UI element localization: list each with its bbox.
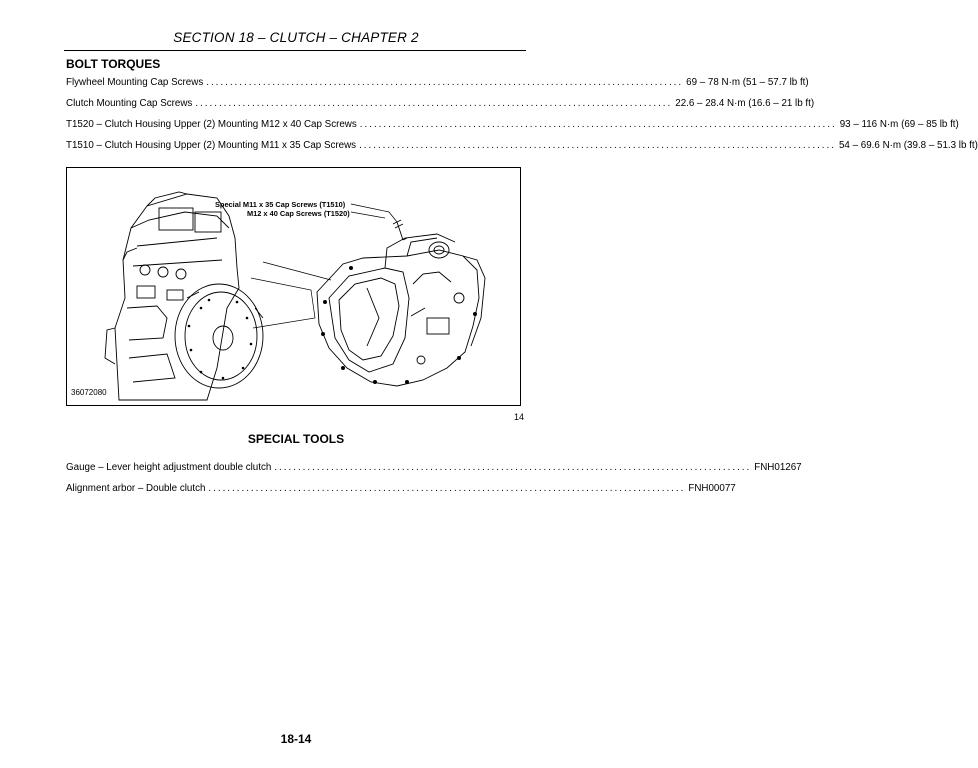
callout-m11: Special M11 x 35 Cap Screws (T1510)	[215, 200, 346, 209]
torque-label: Flywheel Mounting Cap Screws	[66, 77, 204, 88]
page-number: 18-14	[280, 732, 312, 746]
torque-value: 69 – 78 N·m (51 – 57.7 lb ft)	[686, 77, 809, 88]
header-rule	[64, 50, 526, 51]
torque-value: 54 – 69.6 N·m (39.8 – 51.3 lb ft)	[838, 140, 978, 151]
image-code: 36072080	[71, 388, 107, 397]
torque-row	[66, 77, 809, 88]
torque-label: T1520 – Clutch Housing Upper (2) Mounting M12 x 40 Cap Screws	[66, 119, 357, 130]
tool-number: FNH01267	[754, 462, 802, 473]
tool-label: Alignment arbor – Double clutch	[66, 483, 206, 494]
torque-value: 22.6 – 28.4 N·m (16.6 – 21 lb ft)	[675, 98, 815, 109]
tool-number: FNH00077	[688, 483, 736, 494]
dot-leader: .....................................................................................................	[359, 140, 836, 151]
dot-leader: .....................................................................................................	[274, 462, 752, 473]
section-header: SECTION 18 – CLUTCH – CHAPTER 2	[173, 30, 419, 45]
dot-leader: .....................................................................................................	[206, 77, 684, 88]
clutch-housing-figure	[66, 167, 521, 406]
tool-label: Gauge – Lever height adjustment double clutch	[66, 462, 272, 473]
dot-leader: .....................................................................................................	[195, 98, 673, 109]
torque-row	[66, 119, 959, 130]
dot-leader: .....................................................................................................	[359, 119, 837, 130]
torque-row	[66, 140, 978, 151]
torque-row	[66, 98, 815, 109]
torque-label: T1510 – Clutch Housing Upper (2) Mounting M11 x 35 Cap Screws	[66, 140, 357, 151]
dot-leader: .....................................................................................................	[208, 483, 686, 494]
torque-label: Clutch Mounting Cap Screws	[66, 98, 193, 109]
callout-m12: M12 x 40 Cap Screws (T1520)	[247, 209, 350, 218]
torque-value: 93 – 116 N·m (69 – 85 lb ft)	[839, 119, 959, 130]
tool-row	[66, 483, 736, 494]
figure-number: 14	[513, 412, 524, 422]
bolt-torques-title: BOLT TORQUES	[66, 57, 161, 71]
tool-row	[66, 462, 802, 473]
special-tools-title: SPECIAL TOOLS	[247, 432, 345, 446]
